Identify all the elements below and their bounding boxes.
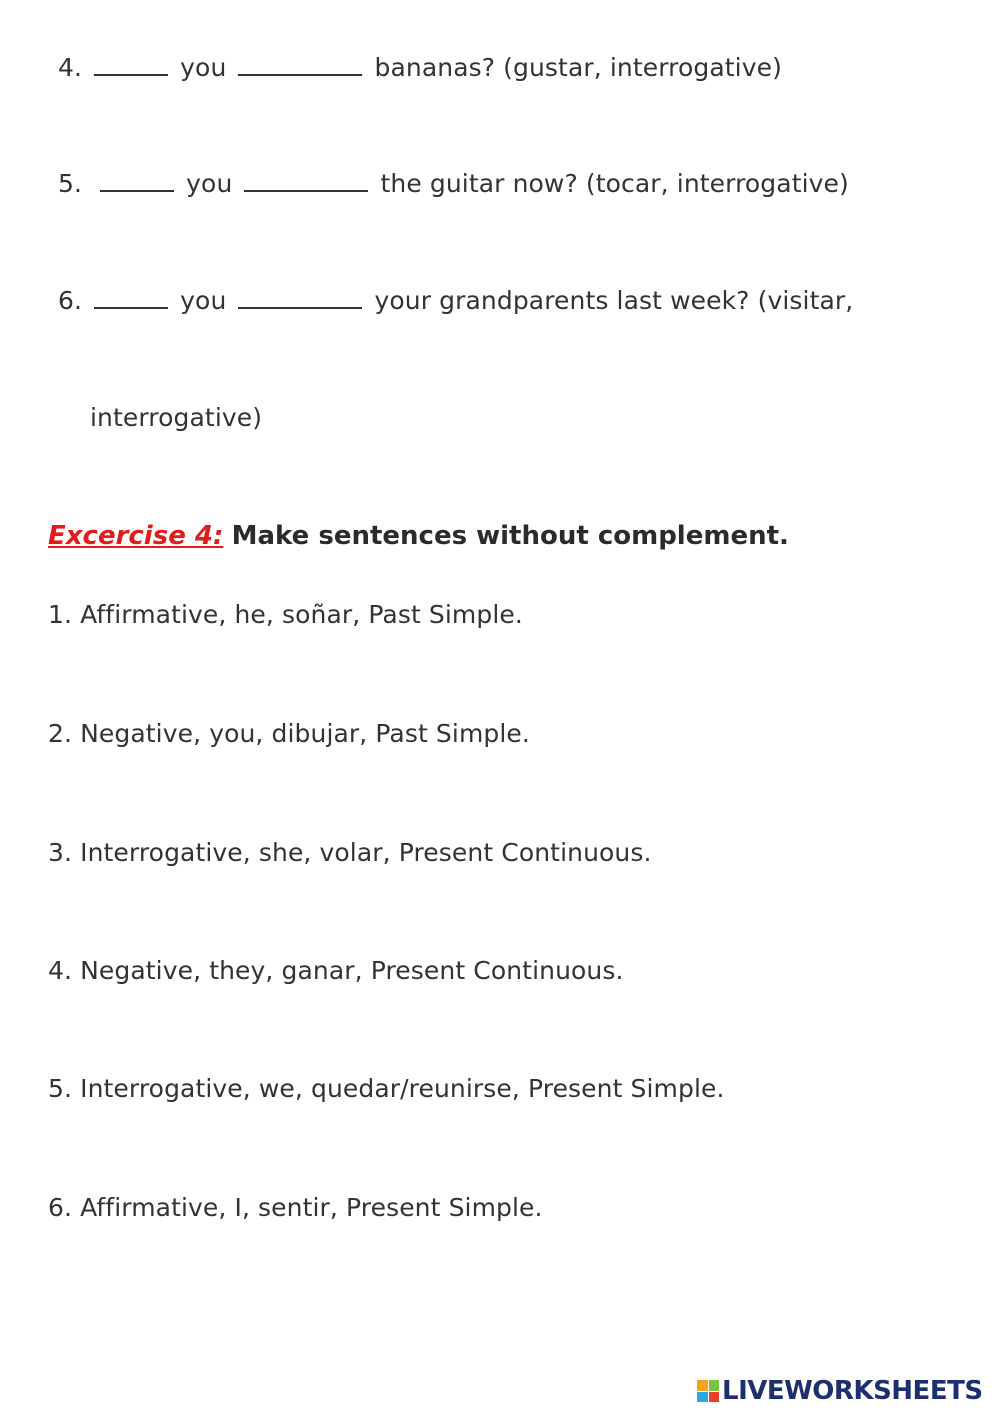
question-number: 5. <box>58 169 83 198</box>
answer-blank-verb[interactable] <box>238 285 362 309</box>
answer-blank-auxiliary[interactable] <box>94 285 168 309</box>
exercise-title: Make sentences without complement. <box>231 521 789 551</box>
question-subject: you <box>186 169 233 198</box>
answer-blank-auxiliary[interactable] <box>100 168 174 192</box>
exercise-label: Excercise 4: <box>48 521 224 551</box>
exercise-4-item: 5. Interrogative, we, quedar/reunirse, Present Simple. <box>48 1074 725 1103</box>
exercise-4-item: 3. Interrogative, she, volar, Present Continuous. <box>48 838 652 867</box>
answer-blank-verb[interactable] <box>244 168 368 192</box>
question-text: bananas? (gustar, interrogative) <box>374 53 782 82</box>
question-text: your grandparents last week? (visitar, <box>374 286 854 315</box>
question-4 <box>58 51 782 85</box>
exercise-4-heading <box>48 519 789 553</box>
liveworksheets-logo-text: LIVEWORKSHEETS <box>722 1376 983 1406</box>
exercise-4-item: 4. Negative, they, ganar, Present Continuous. <box>48 956 624 985</box>
answer-blank-verb[interactable] <box>238 52 362 76</box>
exercise-4-item: 1. Affirmative, he, soñar, Past Simple. <box>48 600 523 629</box>
liveworksheets-logo-icon <box>697 1380 719 1402</box>
question-6 <box>58 284 853 318</box>
question-number: 6. <box>58 286 83 315</box>
exercise-4-item: 2. Negative, you, dibujar, Past Simple. <box>48 719 530 748</box>
liveworksheets-logo <box>697 1376 983 1406</box>
question-subject: you <box>180 286 227 315</box>
question-6-continuation: interrogative) <box>90 403 263 432</box>
answer-blank-auxiliary[interactable] <box>94 52 168 76</box>
question-subject: you <box>180 53 227 82</box>
question-text: the guitar now? (tocar, interrogative) <box>380 169 849 198</box>
exercise-4-item: 6. Affirmative, I, sentir, Present Simple. <box>48 1193 543 1222</box>
question-number: 4. <box>58 53 83 82</box>
question-5 <box>58 167 849 201</box>
